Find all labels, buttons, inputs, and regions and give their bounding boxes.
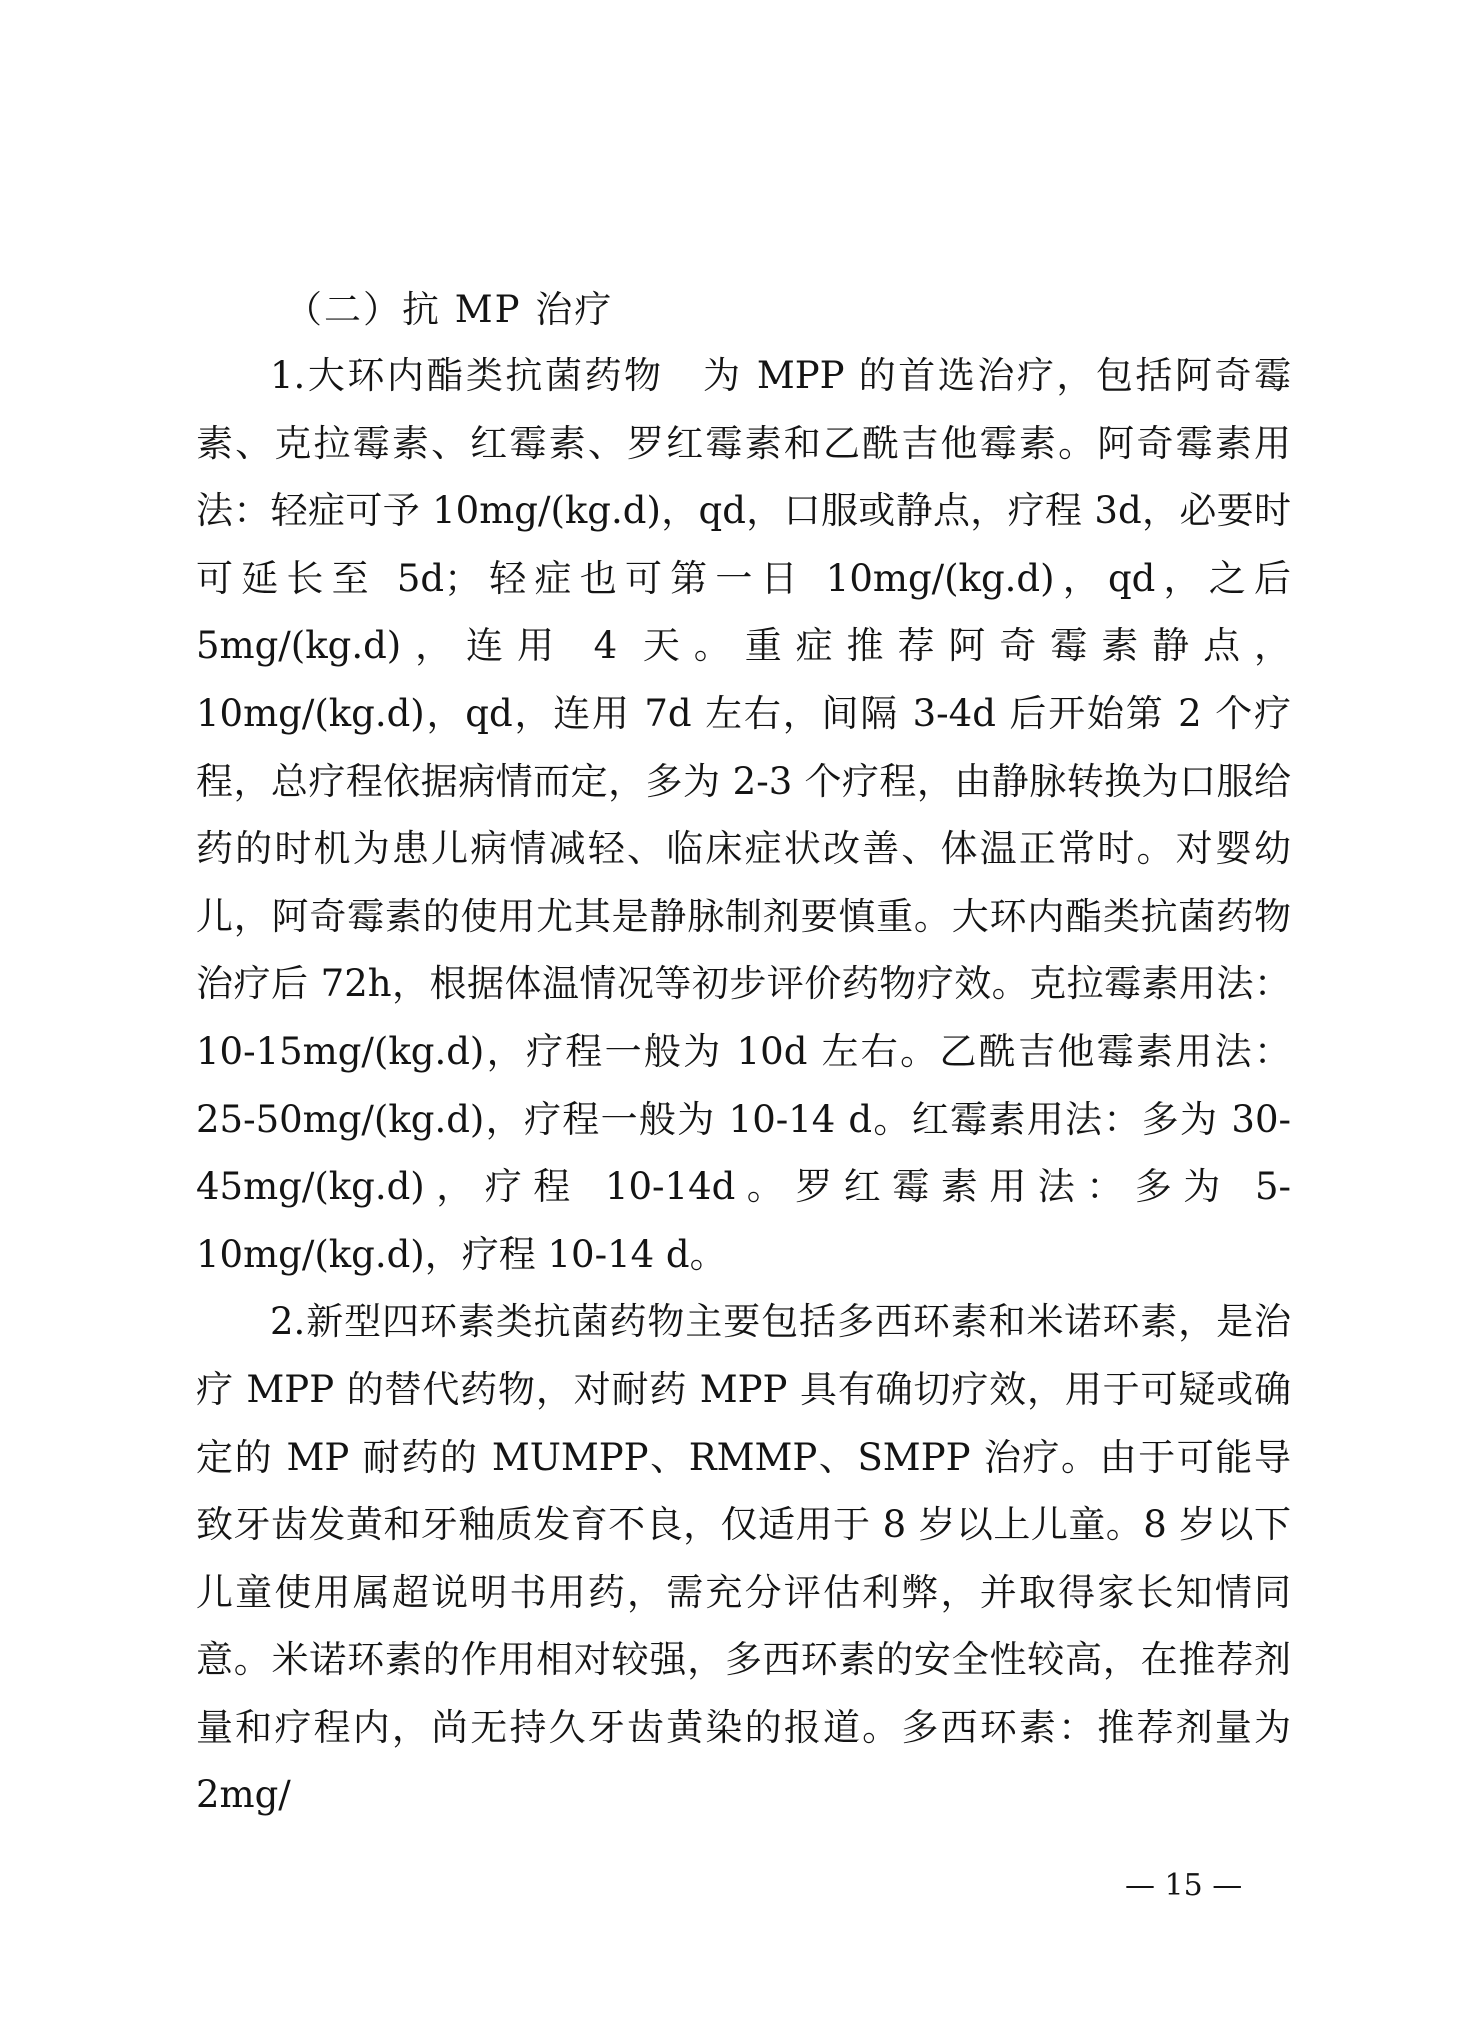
- page-number: — 15 —: [1125, 1868, 1243, 1903]
- paragraph-macrolide-antibiotics: 1.大环内酯类抗菌药物 为 MPP 的首选治疗，包括阿奇霉素、克拉霉素、红霉素、罗红霉素和乙酰吉他霉素。阿奇霉素用法：轻症可予 10mg/(kg.d)，qd，口服或静点，疗程 3d，必要时可延长至 5d；轻症也可第一日 10mg/(kg.d)，qd，之后 5mg/(kg.d)，连用 4 天。重症推荐阿奇霉素静点，10mg/(kg.d)，qd，连用 7d 左右，间隔 3-4d 后开始第 2 个疗程，总疗程依据病情而定，多为 2-3 个疗程，由静脉转换为口服给药的时机为患儿病情减轻、临床症状改善、体温正常时。对婴幼儿，阿奇霉素的使用尤其是静脉制剂要慎重。大环内酯类抗菌药物治疗后 72h，根据体温情况等初步评价药物疗效。克拉霉素用法：10-15mg/(kg.d)，疗程一般为 10d 左右。乙酰吉他霉素用法：25-50mg/(kg.d)，疗程一般为 10-14 d。红霉素用法：多为 30-45mg/(kg.d)，疗程 10-14d。罗红霉素用法：多为 5-10mg/(kg.d)，疗程 10-14 d。: [196, 354, 1291, 1276]
- paragraph-tetracycline-antibiotics: 2.新型四环素类抗菌药物主要包括多西环素和米诺环素，是治疗 MPP 的替代药物，对耐药 MPP 具有确切疗效，用于可疑或确定的 MP 耐药的 MUMPP、RMMP、SMPP 治疗。由于可能导致牙齿发黄和牙釉质发育不良，仅适用于 8 岁以上儿童。8 岁以下儿童使用属超说明书用药，需充分评估利弊，并取得家长知情同意。米诺环素的作用相对较强，多西环素的安全性较高，在推荐剂量和疗程内，尚无持久牙齿黄染的报道。多西环素：推荐剂量为 2mg/: [196, 1300, 1291, 1817]
- body-text: [196, 342, 1291, 1829]
- section-heading: （二）抗 MP 治疗: [285, 288, 614, 331]
